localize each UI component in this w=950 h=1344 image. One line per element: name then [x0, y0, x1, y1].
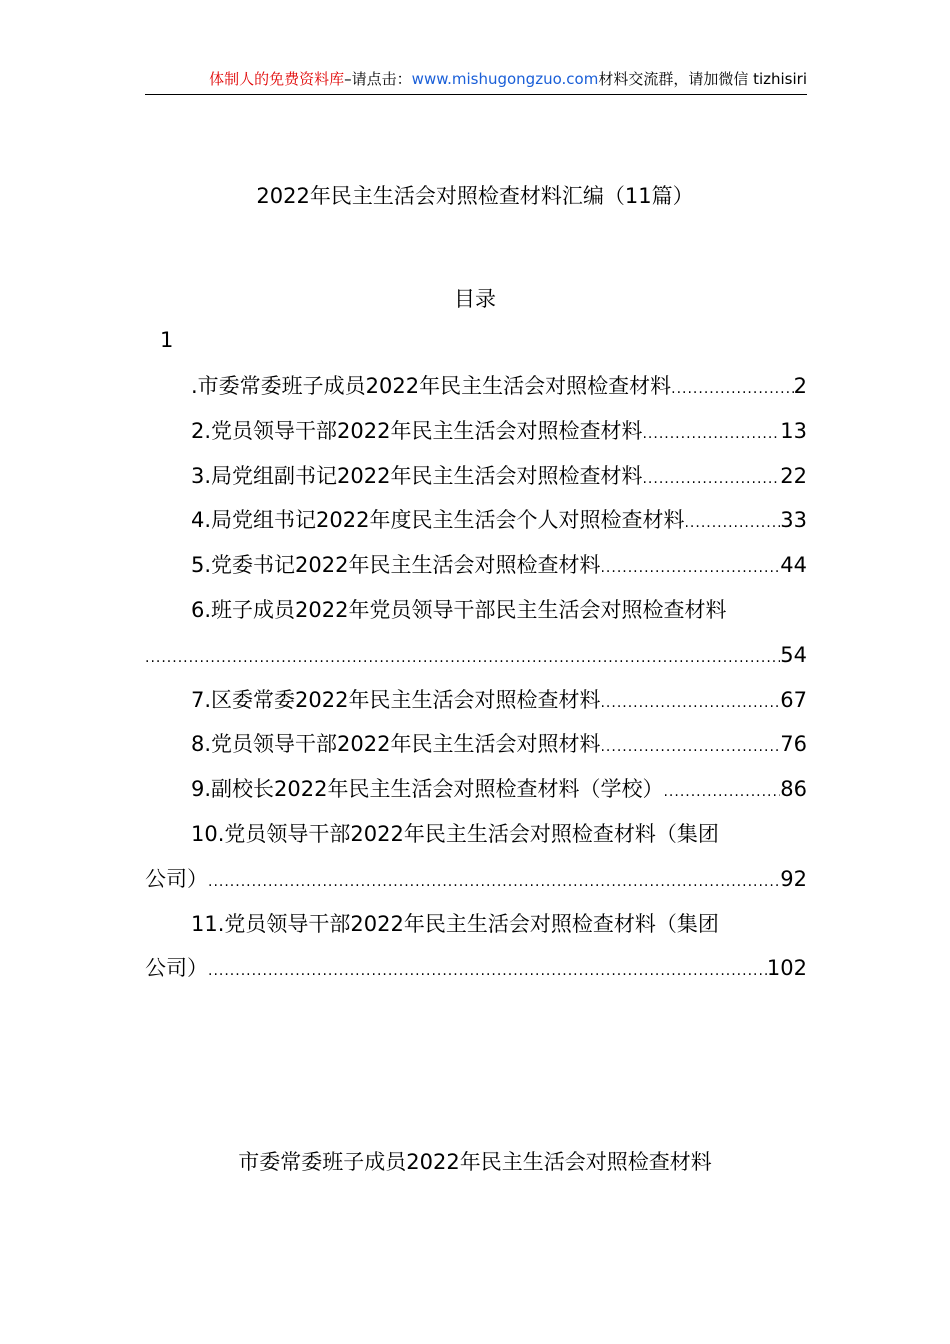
toc-first-number: 1 — [160, 328, 174, 352]
header-tail: 材料交流群，请加微信 tizhisiri — [598, 70, 807, 88]
header-brand: 体制人的免费资料库 — [209, 70, 345, 88]
header-url-link[interactable]: www.mishugongzuo.com — [411, 70, 599, 88]
toc-entry-page: 76 — [780, 732, 807, 757]
toc-entry-page: 33 — [780, 508, 807, 533]
toc-entry-text: 4.局党组书记2022年度民主生活会个人对照检查材料 — [191, 508, 685, 533]
toc-entry-page: 22 — [780, 463, 807, 488]
toc-entry-text: 8.党员领导干部2022年民主生活会对照材料 — [191, 732, 601, 757]
toc-entry-1[interactable] — [145, 364, 807, 409]
toc-entry-text: 9.副校长2022年民主生活会对照检查材料（学校） — [191, 777, 664, 802]
toc-leader — [208, 860, 780, 905]
toc-leader — [600, 546, 780, 591]
toc-entry-9[interactable] — [145, 767, 807, 812]
toc-leader — [600, 681, 780, 726]
toc-entry-page: 44 — [780, 553, 807, 578]
toc-leader — [671, 367, 794, 412]
toc-entry-10-continuation[interactable] — [145, 857, 807, 902]
site-header — [145, 68, 807, 95]
toc-entry-page: 86 — [780, 777, 807, 802]
toc-entry-8[interactable] — [145, 722, 807, 767]
toc-entry-page: 102 — [766, 956, 807, 981]
toc-entry-text: 公司） — [145, 866, 208, 891]
toc-entry-text: 6.班子成员2022年党员领导干部民主生活会对照检查材料 — [191, 597, 727, 622]
table-of-contents — [145, 364, 807, 991]
toc-entry-2[interactable] — [145, 409, 807, 454]
toc-entry-page: 13 — [780, 418, 807, 443]
toc-leader — [663, 770, 780, 815]
toc-entry-page: 54 — [780, 642, 807, 667]
toc-leader — [145, 636, 780, 681]
toc-leader — [684, 501, 780, 546]
toc-entry-11[interactable] — [145, 902, 807, 947]
toc-entry-6-continuation[interactable] — [145, 633, 807, 678]
toc-entry-text: 2.党员领导干部2022年民主生活会对照检查材料 — [191, 418, 643, 443]
document-title: 2022年民主生活会对照检查材料汇编（11篇） — [256, 184, 694, 208]
toc-entry-page: 92 — [780, 866, 807, 891]
toc-entry-4[interactable] — [145, 498, 807, 543]
toc-entry-11-continuation[interactable] — [145, 946, 807, 991]
toc-entry-7[interactable] — [145, 678, 807, 723]
toc-entry-5[interactable] — [145, 543, 807, 588]
section-title: 市委常委班子成员2022年民主生活会对照检查材料 — [238, 1150, 712, 1174]
toc-entry-text: 10.党员领导干部2022年民主生活会对照检查材料（集团 — [191, 821, 719, 846]
toc-entry-6[interactable] — [145, 588, 807, 633]
toc-entry-text: .市委常委班子成员2022年民主生活会对照检查材料 — [191, 374, 672, 398]
toc-leader — [642, 412, 780, 457]
toc-leader — [600, 725, 780, 770]
toc-entry-text: 11.党员领导干部2022年民主生活会对照检查材料（集团 — [191, 911, 719, 936]
toc-entry-page: 67 — [780, 687, 807, 712]
toc-entry-text: 公司） — [145, 956, 208, 981]
toc-heading: 目录 — [454, 287, 496, 311]
toc-entry-page: 2 — [793, 374, 807, 398]
toc-entry-10[interactable] — [145, 812, 807, 857]
header-prompt: –请点击： — [344, 70, 412, 88]
toc-entry-3[interactable] — [145, 454, 807, 499]
toc-leader — [208, 949, 767, 994]
toc-entry-text: 5.党委书记2022年民主生活会对照检查材料 — [191, 553, 601, 578]
toc-entry-text: 3.局党组副书记2022年民主生活会对照检查材料 — [191, 463, 643, 488]
toc-leader — [642, 457, 780, 502]
toc-entry-text: 7.区委常委2022年民主生活会对照检查材料 — [191, 687, 601, 712]
